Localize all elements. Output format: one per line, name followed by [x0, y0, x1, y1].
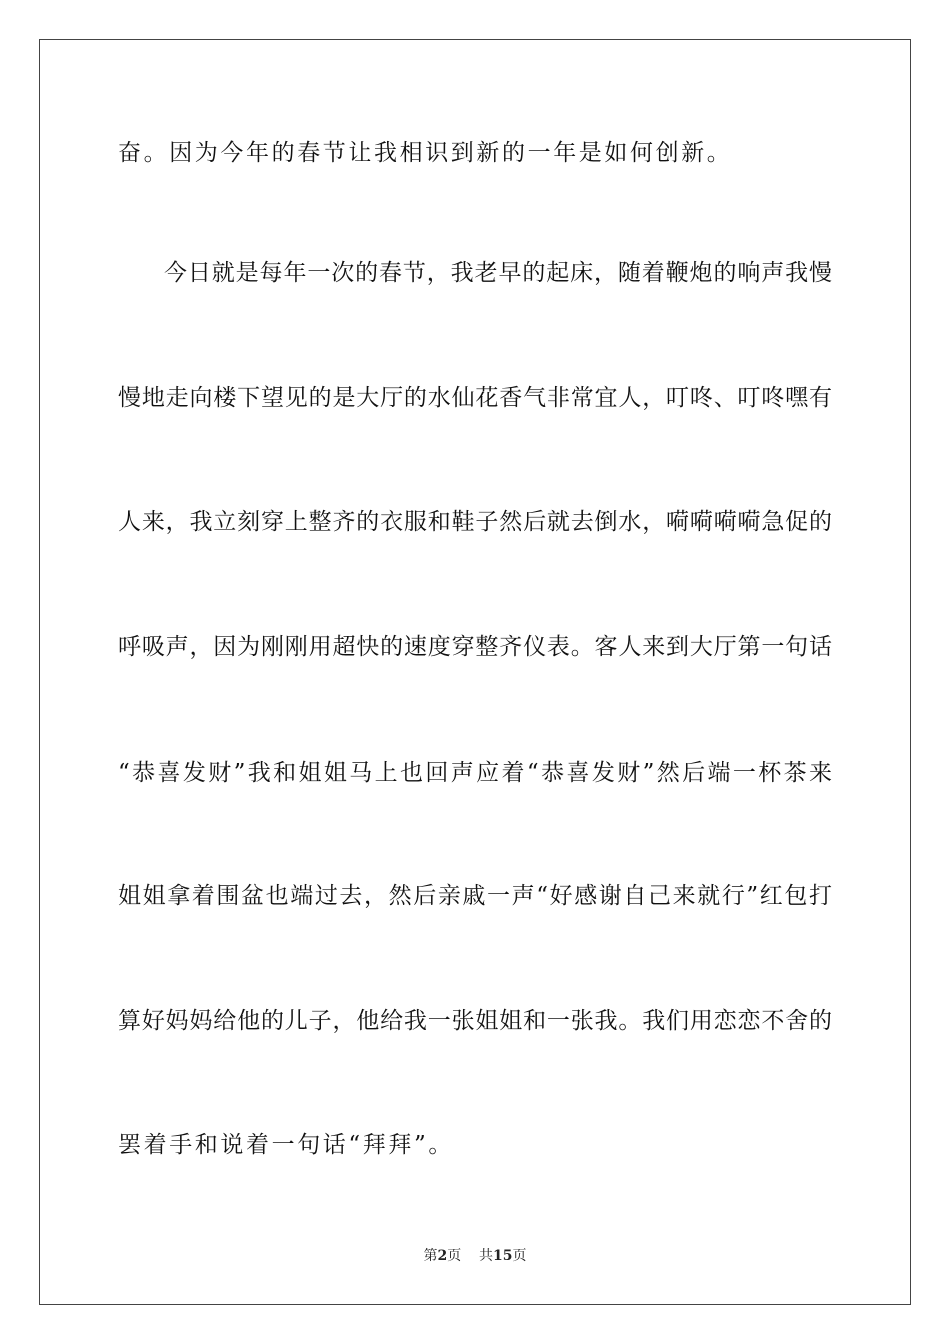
footer-page-suffix: 页	[447, 1248, 462, 1264]
footer-page-number: 2	[437, 1248, 448, 1264]
page-footer	[0, 1247, 950, 1265]
text-line-6: “恭喜发财”我和姐姐马上也回声应着“恭喜发财”然后端一杯茶来	[118, 760, 832, 786]
text-line-2: 今日就是每年一次的春节，我老早的起床，随着鞭炮的响声我慢	[164, 260, 832, 286]
text-line-1: 奋。因为今年的春节让我相识到新的一年是如何创新。	[118, 140, 733, 166]
page-frame	[39, 39, 911, 1305]
footer-total-prefix: 共	[479, 1248, 494, 1264]
text-line-4: 人来，我立刻穿上整齐的衣服和鞋子然后就去倒水，嗬嗬嗬嗬急促的	[118, 509, 832, 535]
text-line-8: 算好妈妈给他的儿子，他给我一张姐姐和一张我。我们用恋恋不舍的	[118, 1008, 832, 1034]
footer-total-pages: 15	[493, 1248, 513, 1264]
footer-total-suffix: 页	[512, 1248, 527, 1264]
footer-page-prefix: 第	[423, 1248, 438, 1264]
text-line-9: 罢着手和说着一句话“拜拜”。	[118, 1132, 454, 1158]
text-line-7: 姐姐拿着围盆也端过去，然后亲戚一声“好感谢自己来就行”红包打	[118, 883, 832, 909]
text-line-3: 慢地走向楼下望见的是大厅的水仙花香气非常宜人，叮咚、叮咚嘿有	[118, 385, 832, 411]
text-line-5: 呼吸声，因为刚刚用超快的速度穿整齐仪表。客人来到大厅第一句话	[118, 634, 832, 660]
